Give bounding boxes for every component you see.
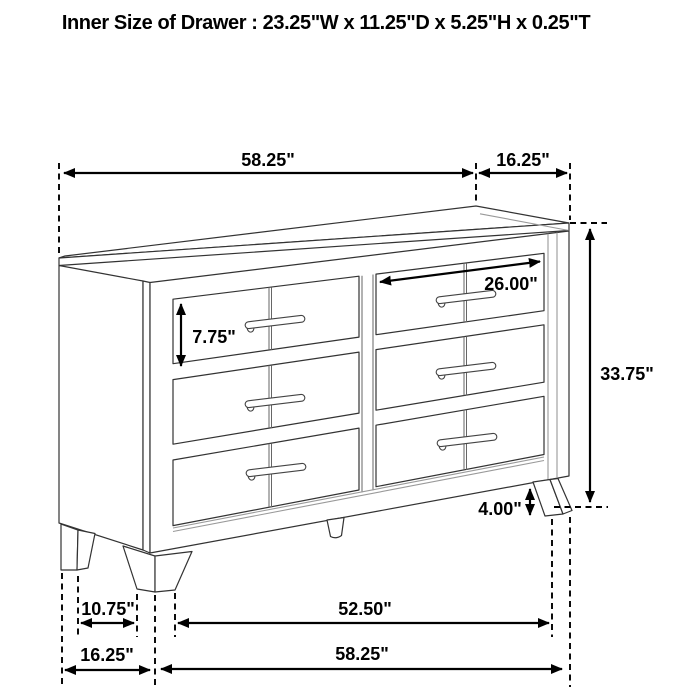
dim-bottom-width [161,644,562,669]
dim-label-leg-height: 4.00" [478,499,522,519]
dim-label-leg-spacing: 10.75" [81,599,135,619]
dim-total-height [590,229,654,502]
dim-label-drawer-width: 26.00" [484,274,538,294]
dim-label-inner-span: 52.50" [338,599,392,619]
side-panel [59,266,150,554]
dim-label-total-height: 33.75" [600,364,654,384]
dim-label-bottom-width: 58.25" [335,644,389,664]
dim-label-top-depth: 16.25" [496,150,550,170]
dim-label-top-width: 58.25" [241,150,295,170]
dim-top-width [64,150,473,173]
leg-back-left [61,524,78,570]
dresser-drawing [59,206,572,592]
dim-inner-span [178,599,549,623]
page-title: Inner Size of Drawer : 23.25"W x 11.25"D x 5.25"H x 0.25"T [61,12,591,34]
dim-label-drawer-height: 7.75" [192,327,236,347]
front-left-corner-edge [143,281,150,553]
dim-leg-spacing [81,599,135,623]
dim-bottom-depth [65,645,150,670]
dim-leg-height [478,489,530,519]
leg-back-left-side [77,530,95,570]
leg-center [327,518,344,538]
side-panel-face [59,266,143,551]
dim-top-depth [479,150,567,173]
dim-label-bottom-depth: 16.25" [80,645,134,665]
leg-front-left-side [155,552,192,593]
